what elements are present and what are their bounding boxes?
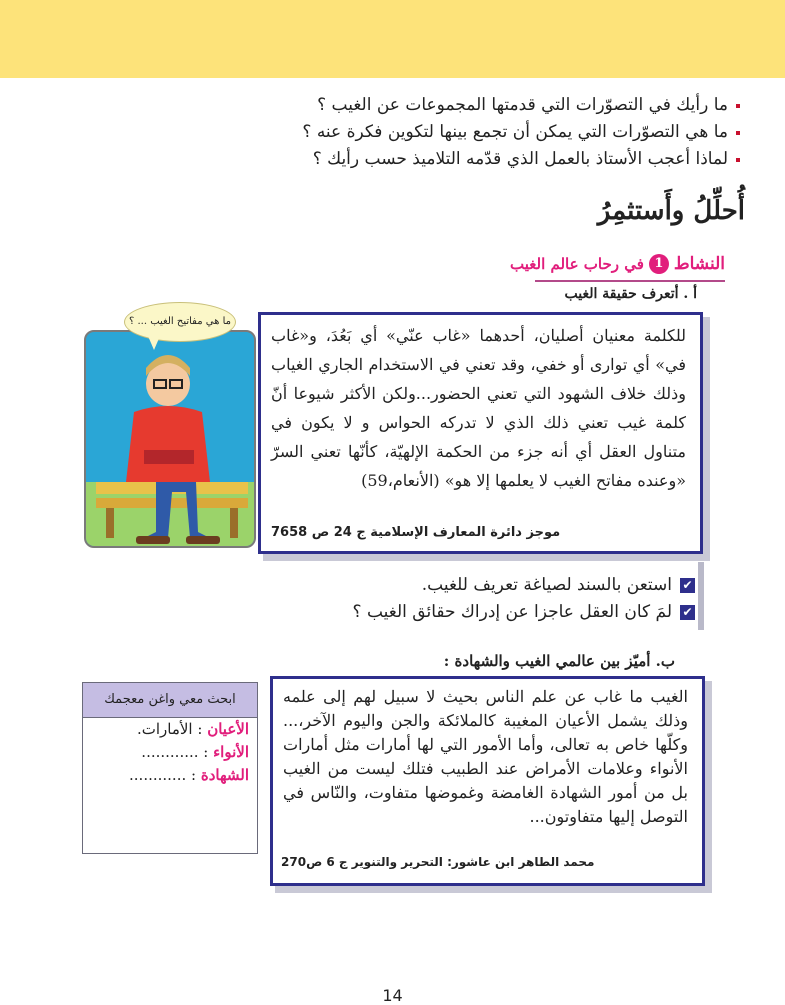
question-item: ما هي التصوّرات التي يمكن أن تجمع بينها لتكوين فكرة عنه ؟: [220, 119, 740, 146]
vocabulary-box: [82, 682, 258, 854]
checkmark-icon: ✔: [680, 605, 695, 620]
bullet-icon: [736, 104, 740, 108]
thought-bubble-tail: [148, 336, 160, 350]
source-text-box-1: [258, 312, 703, 554]
checkmark-icon: ✔: [680, 578, 695, 593]
activity-label: النشاط: [673, 254, 725, 274]
page-number: 14: [382, 986, 403, 1005]
source-text-2: الغيب ما غاب عن علم الناس بحيث لا سبيل لهم إلى علمه وذلك يشمل الأعيان المغيبة كالملائكة والجن واليوم الآخر،... وكلّها خاص به تعالى، وأما الأمور التي لها أمارات مثل أمارات الأنواء وعلامات الأمراض عند الطبيب فتلك ليست من الغيب بل من أمور الشهادة الغامضة وغموضها متفاوت، والنّاس في التوصل إليها متفاوتون...: [283, 687, 688, 826]
activity-title: [510, 254, 725, 274]
reading-man-illustration: [84, 330, 256, 548]
thought-bubble: ما هي مفاتيح الغيب ... ؟: [124, 302, 236, 342]
activity-number: 1: [649, 254, 669, 274]
reader-icon: [86, 332, 256, 548]
question-list: [220, 92, 740, 173]
vocabulary-row: الأعيان : الأمارات.: [136, 720, 249, 738]
source-reference-2: محمد الطاهر ابن عاشور: التحرير والتنوير ج 6 ص270: [281, 855, 595, 869]
source-text-box-2: [270, 676, 705, 886]
task-item: ✔ لمَ كان العقل عاجزا عن إدراك حقائق الغيب ؟: [353, 599, 695, 626]
top-color-band: [0, 0, 785, 78]
activity-underline: [535, 280, 725, 282]
subheading-b: ب. أميّز بين عالمي الغيب والشهادة :: [443, 652, 675, 670]
activity-name: في رحاب عالم الغيب: [510, 255, 644, 273]
question-item: لماذا أعجب الأستاذ بالعمل الذي قدّمه التلاميذ حسب رأيك ؟: [220, 146, 740, 173]
section-heading: أُحلِّلُ وأَستثمِرُ: [597, 196, 745, 226]
checks-side-bar: [698, 562, 704, 630]
source-text-1: للكلمة معنيان أصليان، أحدهما «غاب عنّي» أي بَعُدَ، و«غاب في» أي توارى أو خفي، وقد تعني في الاستخدام الجاري الغياب وذلك خلاف الشهود التي تعني الحضور...ولكن الأكثر شيوعا أنّ كلمة غيب تعني ذلك الذي لا تدركه الحواس و لا يكون في متناول العقل أي أنه جزء من الحكمة الإلهيّة، كأنّها تعني السرّ «وعنده مفاتح الغيب لا يعلمها إلا هو» (الأنعام،59): [271, 326, 686, 490]
task-list: [353, 572, 695, 626]
question-item: ما رأيك في التصوّرات التي قدمتها المجموعات عن الغيب ؟: [220, 92, 740, 119]
vocabulary-row: الأنواء : ............: [141, 743, 249, 761]
vocabulary-header: ابحث معي واغن معجمك: [83, 683, 257, 718]
task-item: ✔ استعن بالسند لصياغة تعريف للغيب.: [353, 572, 695, 599]
source-reference-1: موجز دائرة المعارف الإسلامية ج 24 ص 7658: [271, 525, 561, 540]
bullet-icon: [736, 158, 740, 162]
subheading-a: أ . أتعرف حقيقة الغيب: [564, 286, 697, 302]
vocabulary-row: الشهادة : ............: [129, 766, 249, 784]
bullet-icon: [736, 131, 740, 135]
